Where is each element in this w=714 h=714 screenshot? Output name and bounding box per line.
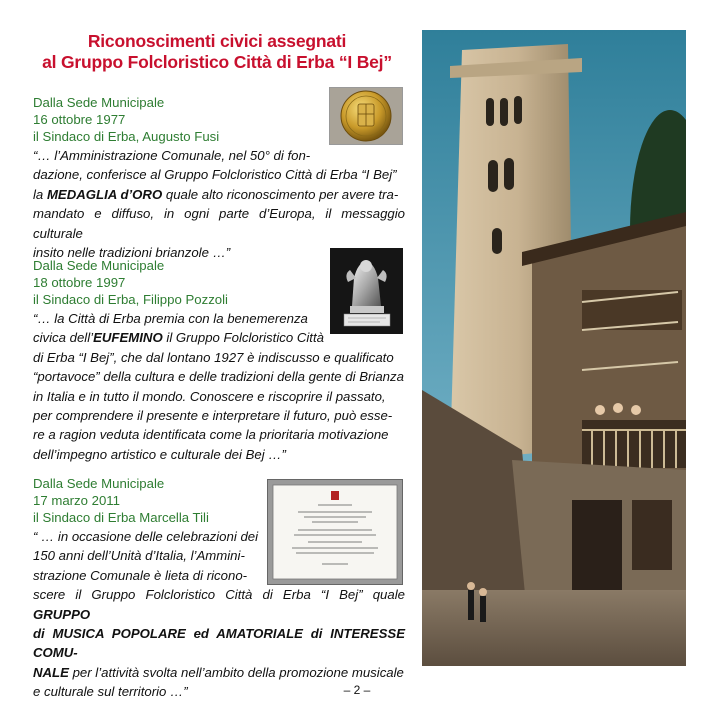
quote-line: mandato e diffuso, in ogni parte d’Europa, il messaggio culturale — [33, 206, 405, 241]
mayor: il Sindaco di Erba Marcella Tili — [33, 510, 209, 525]
date: 18 ottobre 1997 — [33, 275, 126, 290]
quote-line: “portavoce” della cultura e delle tradizioni della gente di Brianza — [33, 369, 404, 385]
quote-bold: EUFEMINO — [93, 330, 163, 346]
quote-line: dell’impegno artistico e culturale dei Bej …” — [33, 446, 286, 462]
quote-line — [33, 185, 405, 204]
quote-bold: GRUPPO — [33, 606, 91, 622]
date: 16 ottobre 1977 — [33, 112, 126, 127]
quote-line: insito nelle tradizioni brianzole …” — [33, 245, 231, 261]
quote-line — [33, 585, 405, 624]
quote-line: di Erba “I Bej”, che dal lontano 1927 è indiscusso e qualificato — [33, 349, 394, 365]
bell-tower-photo — [422, 30, 686, 666]
quote-line: in Italia e in tutto il mondo. Conoscere e riscoprire il passato, — [33, 388, 386, 404]
quote-line: “… la Città di Erba premia con la benemerenza — [33, 311, 308, 326]
quote-bold: MEDAGLIA d’ORO — [46, 186, 163, 202]
quote-text: quale alto riconoscimento per avere tra- — [162, 186, 399, 202]
quote-text: la — [33, 186, 47, 202]
source: Dalla Sede Municipale — [33, 476, 165, 491]
silver-statuette-image — [330, 248, 403, 334]
gold-medal-image — [329, 87, 403, 145]
mayor: il Sindaco di Erba, Filippo Pozzoli — [33, 292, 228, 307]
page-number: – 2 – — [343, 683, 371, 697]
page-title — [20, 31, 414, 73]
quote-line — [33, 663, 405, 682]
quote-text: civica dell’ — [33, 330, 94, 346]
source: Dalla Sede Municipale — [33, 258, 165, 273]
mayor: il Sindaco di Erba, Augusto Fusi — [33, 129, 220, 144]
quote-line: dazione, conferisce al Gruppo Folcloristico Città di Erba “I Bej” — [33, 167, 397, 183]
quote-bold: di MUSICA POPOLARE ed AMATORIALE di INTERESSE COMU- — [33, 626, 405, 661]
quote-bold: NALE — [33, 664, 69, 680]
date: 17 marzo 2011 — [33, 493, 120, 508]
title-line-2: al Gruppo Folcloristico Città di Erba “I Bej” — [42, 52, 392, 72]
quote-text: per l’attività svolta nell’ambito della promozione musicale — [68, 664, 404, 680]
quote-line: re a ragion veduta identificata come la prioritaria motivazione — [33, 427, 389, 443]
quote-text: scere il Gruppo Folcloristico Città di Erba “I Bej” quale — [33, 587, 405, 603]
quote-line: e culturale sul territorio …” — [33, 684, 188, 700]
quote — [33, 146, 405, 262]
quote-line: “ … in occasione delle celebrazioni dei — [33, 529, 259, 544]
quote-text: il Gruppo Folcloristico Città — [162, 330, 324, 346]
title-line-1: Riconoscimenti civici assegnati — [87, 31, 347, 51]
quote-line: “… l’Amministrazione Comunale, nel 50° di fon- — [33, 148, 311, 163]
quote-line: per comprendere il presente e interpretare il futuro, può esse- — [33, 408, 393, 424]
quote-line: 150 anni dell’Unità d’Italia, l’Ammini- — [33, 548, 245, 564]
quote-line — [33, 624, 405, 663]
quote-line: strazione Comunale è lieta di ricono- — [33, 567, 248, 583]
framed-certificate-image — [267, 479, 403, 585]
source: Dalla Sede Municipale — [33, 95, 165, 110]
